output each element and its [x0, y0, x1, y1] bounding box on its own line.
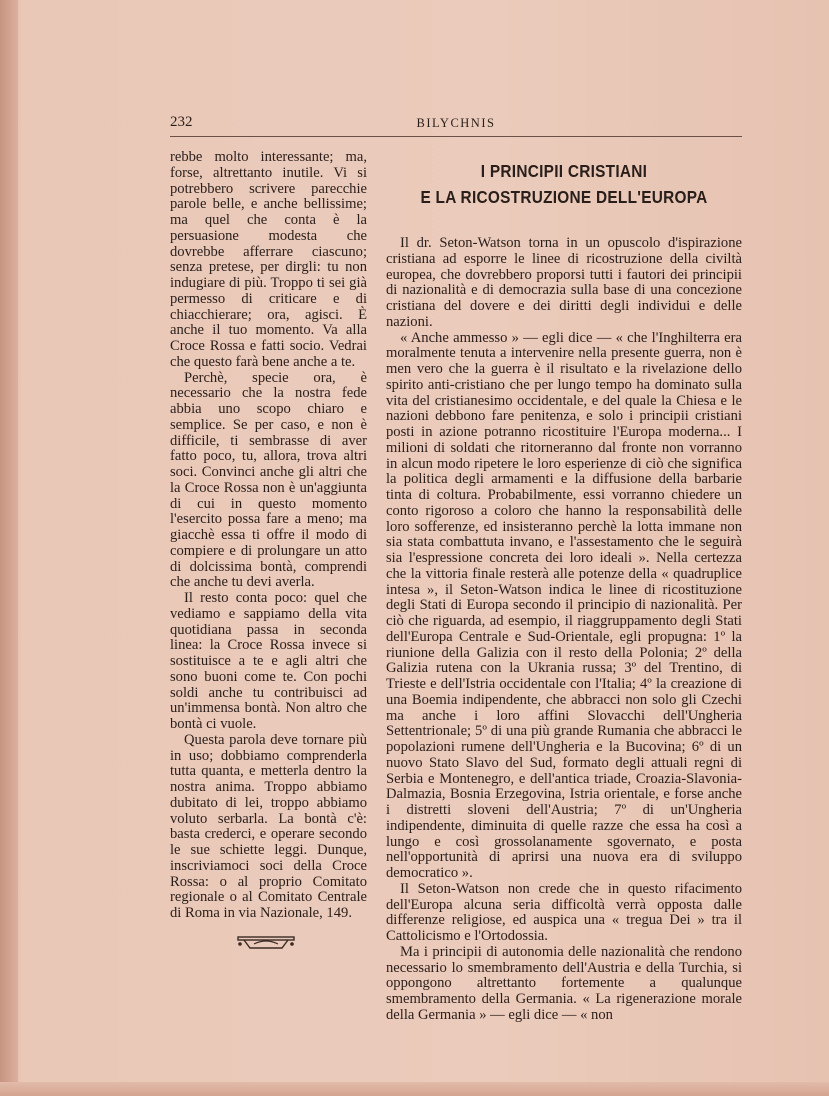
article-title-line-1: I PRINCIPII CRISTIANI: [480, 161, 648, 181]
left-paragraph-4: Questa parola deve tornare più in uso; dobbiamo comprenderla tutta quanta, e metterla dentro la nostra anima. Troppo abbiamo dubitato di lei, troppo abbiamo voluto serbarla. La bontà c'è: basta crederci, e operare secondo le sue schiette leggi. Dunque, inscriviamoci soci della Croce Rossa: o al proprio Comitato regionale o al Comitato Centrale di Roma in via Nazionale, 149.: [170, 731, 367, 921]
page-header: [170, 114, 742, 137]
article-paragraph-3: Il Seton-Watson non crede che in questo rifacimento dell'Europa alcuna seria difficoltà verrà opposta dalle differenze religiose, ed auspica una « tregua Dei » tra il Cattolicismo e l'Ortodossia.: [386, 880, 742, 944]
article-paragraph-1: Il dr. Seton-Watson torna in un opuscolo d'ispirazione cristiana ad esporre le linee di ricostruzione della civiltà europea, che dovrebbero proporsi tutti i fautori dei principii di nazionalità e di democrazia sulla base di una concezione cristiana del dovere e dei diritti degli individui e delle nazioni.: [386, 235, 742, 330]
page-edge-left: [0, 0, 18, 1096]
right-column: [386, 150, 742, 1024]
left-paragraph-3: Il resto conta poco: quel che vediamo e sappiamo della vita quotidiana passa in seconda linea: la Croce Rossa invece si sostituisce a te e agli altri che sono buoni come te. Con pochi soldi anche tu contribuisci ad un'immensa bontà. Non altro che bontà ci vuole.: [170, 590, 367, 732]
left-column: [170, 150, 367, 957]
article-title-line-2: E LA RICOSTRUZIONE DELL'EUROPA: [420, 187, 708, 207]
article-paragraph-4: Ma i principii di autonomia delle nazionalità che rendono necessario lo smembramento dell'Austria e della Turchia, si oppongono altrettanto fortemente a qualunque smembramento della Germania. « La rigenerazione morale della Germania » — egli dice — « non: [386, 943, 742, 1023]
page-edge-bottom: [0, 1082, 829, 1096]
end-ornament-icon: [236, 934, 296, 952]
running-head: BILYCHNIS: [416, 116, 496, 130]
left-paragraph-1: rebbe molto interessante; ma, forse, altrettanto inutile. Vi si potrebbero scrivere parecchie parole belle, e anche bellissime; ma quel che conta è la persuasione modesta che dovrebbe afferrare ciascuno; senza pretese, per dirgli: tu non indugiare di più. Troppo ti sei già permesso di criticare e di chiacchierare; ora, agisci. È anche il tuo momento. Va alla Croce Rossa e fatti socio. Vedrai che questo farà bene anche a te.: [170, 149, 367, 370]
left-paragraph-2: Perchè, specie ora, è necessario che la nostra fede abbia uno scopo chiaro e semplice. Se per caso, e non è difficile, ti sembrasse di aver fatto poco, tu, allora, trova altri soci. Convinci anche gli altri che la Croce Rossa non è un'aggiunta di cui in questo momento l'esercito possa fare a meno; ma giacchè essa ti offre il modo di compiere e di prolungare un atto di dolcissima bontà, comprendi che anche tu devi averla.: [170, 369, 367, 591]
page-number: 232: [170, 114, 193, 130]
article-paragraph-2: « Anche ammesso » — egli dice — « che l'Inghilterra era moralmente tenuta a intervenire nella presente guerra, non è men vero che la guerra è il risultato e la rivelazione dello spirito anti-cristiano che per lungo tempo ha dominato sulla vita del cristianesimo occidentale, e del quale la Chiesa e le nazioni debbono fare penitenza, e solo i principii cristiani posti in azione potranno ricostituire l'Europa moderna... I milioni di soldati che ritorneranno dal fronte non vorranno in alcun modo ripetere le loro esperienze di ciò che significa la politica degli armamenti e la diffusione della barbarie tinta di coltura. Probabilmente, essi vorranno chiedere un conto rigoroso a coloro che hanno la responsabilità delle loro sofferenze, ed insisteranno perchè la lotta immane non sia stata combattuta invano, e l'assestamento che le seguirà sia l'espressione concreta dei loro ideali ». Nella certezza che la vittoria finale resterà alle potenze della « quadruplice intesa », il Seton-Watson indica le linee di ricostituzione degli Stati di Europa secondo il principio di nazionalità. Per ciò che riguarda, ad esempio, il riaggruppamento degli Stati dell'Europa Centrale e Sud-Orientale, egli propugna: 1º la riunione della Galizia con il resto della Polonia; 2º della Galizia rutena con la Ukrania russa; 3º del Trentino, di Trieste e dell'Istria occidentale con l'Italia; 4º la creazione di una Boemia indipendente, che abbracci non solo gli Czechi ma anche i loro affini Slovacchi dell'Ungheria Settentrionale; 5º di una più grande Rumania che abbracci le popolazioni rumene dell'Ungheria e la Bucovina; 6º di un nuovo Stato Slavo del Sud, formato degli attuali regni di Serbia e Montenegro, e dell'antica triade, Croazia-Slavonia-Dalmazia, Bosnia Erzegovina, Istria orientale, e forse anche i distretti sloveni dell'Austria; 7º di un'Ungheria indipendente, diminuita di quelle razze che essa ha così a lungo e così grossolanamente sgovernato, e posta nell'opportunità di aprirsi una nuova era di sviluppo democratico ».: [386, 329, 742, 881]
article-title: [407, 158, 720, 210]
